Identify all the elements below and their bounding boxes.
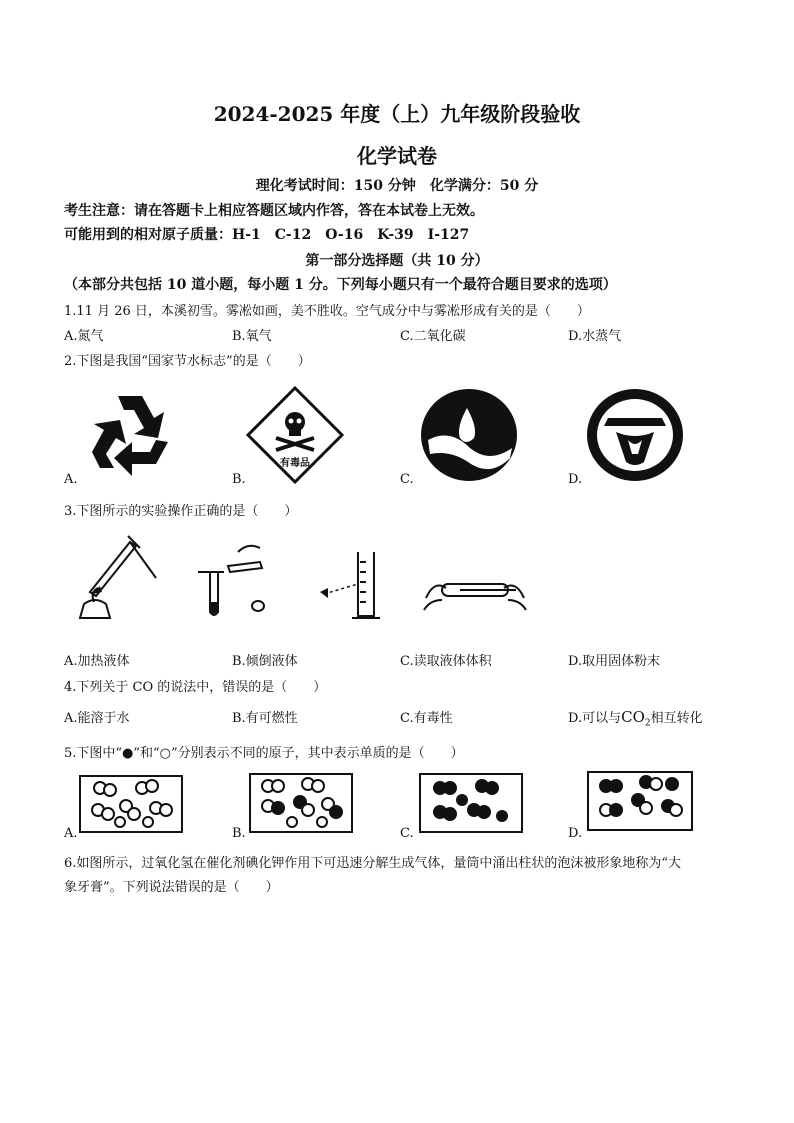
question-1-stem: 1.11 月 26 日，本溪初雪。雾凇如画，美不胜收。空气成分中与雾凇形成有关的是（ ） [64, 304, 590, 319]
q1-option-a: A.氮气 [64, 329, 104, 344]
recycle-icon [80, 388, 180, 480]
exam-notice: 考生注意：请在答题卡上相应答题区域内作答，答在本试卷上无效。 [64, 203, 484, 219]
particle-diagram-b [248, 772, 354, 834]
question-6-stem-line1: 6.如图所示，过氧化氢在催化剂碘化钾作用下可迅速分解生成气体，量筒中涌出柱状的泡沫被形象地称为“大 [64, 856, 682, 871]
q4-option-c: C.有毒性 [400, 711, 453, 726]
q2-option-d: D. [568, 472, 583, 487]
question-2-stem: 2.下图是我国“国家节水标志”的是（ ） [64, 354, 311, 369]
particle-diagram-a [78, 774, 184, 834]
exam-info: 理化考试时间：150 分钟 化学满分：50 分 [255, 178, 539, 194]
section-title: 第一部分选择题（共 10 分） [305, 253, 489, 269]
q2-option-a: A. [64, 472, 78, 487]
energy-saving-sign-icon [586, 388, 684, 482]
co2-formula: CO [621, 708, 645, 726]
question-3-stem: 3.下图所示的实验操作正确的是（ ） [64, 504, 298, 519]
q5-option-c: C. [400, 826, 414, 841]
pouring-liquid-illustration [188, 532, 278, 620]
q3-option-c: C.读取液体体积 [400, 654, 492, 669]
q5-option-b: B. [232, 826, 246, 841]
q2-option-b: B. [232, 472, 246, 487]
q3-option-b: B.倾倒液体 [232, 654, 298, 669]
reading-volume-illustration [318, 548, 388, 622]
q3-option-a: A.加热液体 [64, 654, 130, 669]
section-instructions: （本部分共包括 10 道小题，每小题 1 分。下列每小题只有一个最符合题目要求的选项） [64, 277, 617, 293]
q1-option-d: D.水蒸气 [568, 329, 622, 344]
q1-option-c: C.二氧化碳 [400, 329, 466, 344]
exam-subject: 化学试卷 [357, 144, 437, 168]
q4-option-b: B.有可燃性 [232, 711, 298, 726]
toxic-sign-label: 有毒品 [280, 458, 310, 469]
question-5-stem: 5.下图中“●”和“○”分别表示不同的原子，其中表示单质的是（ ） [64, 746, 464, 761]
exam-title: 2024-2025 年度（上）九年级阶段验收 [213, 102, 581, 126]
atomic-masses: 可能用到的相对原子质量：H-1 C-12 O-16 K-39 I-127 [64, 227, 470, 243]
water-saving-sign-icon [420, 388, 518, 482]
question-6-stem-line2: 象牙膏”。下列说法错误的是（ ） [64, 880, 279, 895]
q5-option-a: A. [64, 826, 78, 841]
q4-option-a: A.能溶于水 [64, 711, 130, 726]
q5-option-d: D. [568, 826, 583, 841]
particle-diagram-d [586, 770, 694, 832]
q4-option-d [568, 707, 703, 729]
particle-diagram-c [418, 772, 524, 834]
heating-liquid-illustration [70, 532, 160, 620]
q4-option-d-prefix: D.可以与 [568, 711, 622, 726]
q4-option-d-suffix: 相互转化 [650, 711, 703, 726]
question-4-stem: 4.下列关于 CO 的说法中，错误的是（ ） [64, 680, 327, 695]
q3-option-d: D.取用固体粉末 [568, 654, 661, 669]
toxic-sign-icon [246, 386, 344, 484]
q2-option-c: C. [400, 472, 414, 487]
powder-sampling-illustration [420, 570, 530, 618]
q1-option-b: B.氧气 [232, 329, 272, 344]
co2-subscript: 2 [644, 718, 651, 729]
